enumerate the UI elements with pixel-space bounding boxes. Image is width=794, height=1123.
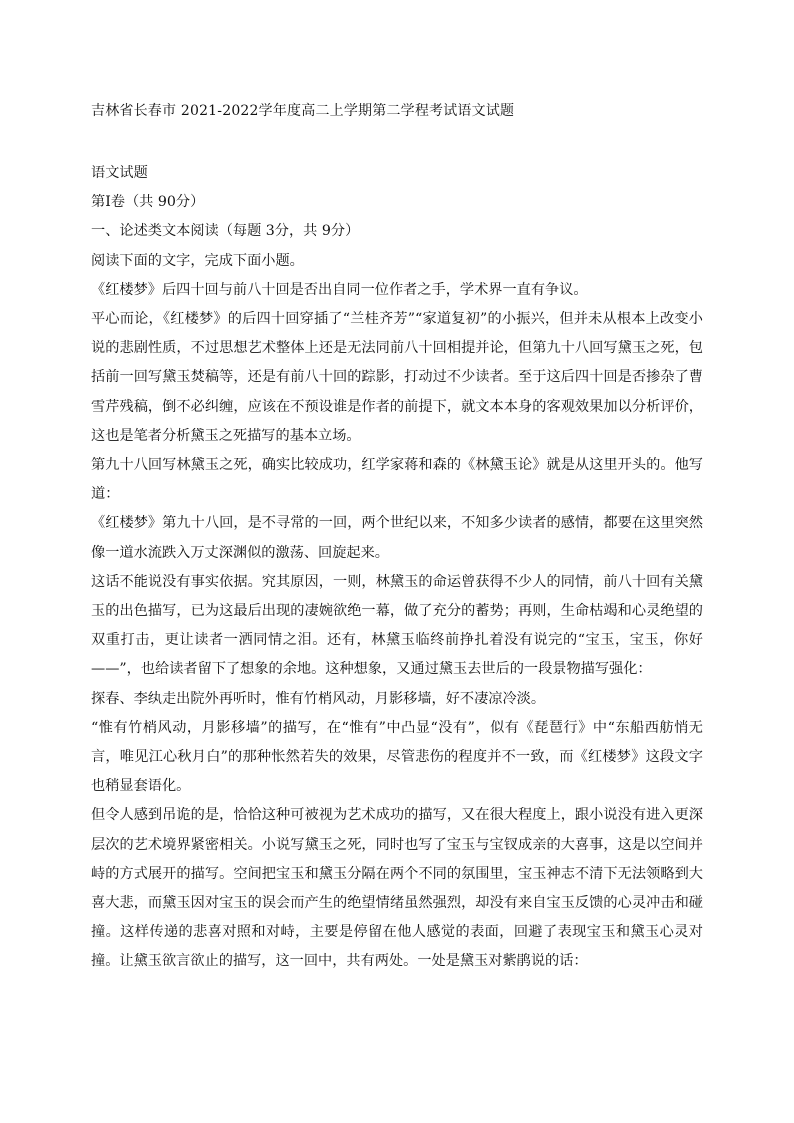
body-paragraph: “惟有竹梢风动，月影移墙”的描写，在“惟有”中凸显“没有”，似有《琵琶行》中“东船西舫悄无言，唯见江心秋月白”的那种怅然若失的效果，尽管悲伤的程度并不一致，而《红楼梦》这段文字也稍显套语化。 [91,719,703,795]
quotation-paragraph: 《红楼梦》第九十八回，是不寻常的一回，两个世纪以来，不知多少读者的感情，都要在这里突然像一道水流跌入万丈深渊似的激荡、回旋起来。 [91,515,703,561]
body-paragraph: 平心而论，《红楼梦》的后四十回穿插了“兰桂齐芳”“家道复初”的小振兴，但并未从根本上改变小说的悲剧性质，不过思想艺术整体上还是无法同前八十回相提并论，但第九十八回写黛玉之死，包括前一回写黛玉焚稿等，还是有前八十回的踪影，打动过不少读者。至于这后四十回是否掺杂了曹雪芹残稿，倒不必纠缠，应该在不预设谁是作者的前提下，就文本本身的客观效果加以分析评价，这也是笔者分析黛玉之死描写的基本立场。 [91,311,703,444]
volume-heading: 第Ⅰ卷（共 90分） [91,194,205,211]
instruction-text: 阅读下面的文字，完成下面小题。 [91,252,304,269]
body-paragraph: 这话不能说没有事实依据。究其原因，一则，林黛玉的命运曾获得不少人的同情，前八十回有关黛玉的出色描写，已为这最后出现的凄婉欲绝一幕，做了充分的蓄势；再则，生命枯竭和心灵绝望的双重打击，更让读者一洒同情之泪。还有，林黛玉临终前挣扎着没有说完的“宝玉，宝玉，你好——”，也给读者留下了想象的余地。这种想象，又通过黛玉去世后的一段景物描写强化： [91,573,703,678]
body-paragraph: 但令人感到吊诡的是，恰恰这种可被视为艺术成功的描写，又在很大程度上，跟小说没有进入更深层次的艺术境界紧密相关。小说写黛玉之死，同时也写了宝玉与宝钗成亲的大喜事，这是以空间并峙的方式展开的描写。空间把宝玉和黛玉分隔在两个不同的氛围里，宝玉神志不清下无法领略到大喜大悲，而黛玉因对宝玉的误会而产生的绝望情绪虽然强烈，却没有来自宝玉反馈的心灵冲击和碰撞。这样传递的悲喜对照和对峙，主要是停留在他人感觉的表面，回避了表现宝玉和黛玉心灵对撞。让黛玉欲言欲止的描写，这一回中，共有两处。一处是黛玉对紫鹃说的话： [91,807,703,970]
section-heading: 语文试题 [91,165,148,181]
quotation-paragraph: 探春、李纨走出院外再听时，惟有竹梢风动，月影移墙，好不凄凉冷淡。 [91,690,546,707]
body-paragraph: 第九十八回写林黛玉之死，确实比较成功，红学家蒋和森的《林黛玉论》就是从这里开头的。他写道： [91,457,703,503]
document-title: 吉林省长春市 2021-2022学年度高二上学期第二学程考试语文试题 [91,103,515,119]
question-part-heading: 一、论述类文本阅读（每题 3分，共 9分） [91,223,360,240]
body-paragraph: 《红楼梦》后四十回与前八十回是否出自同一位作者之手，学术界一直有争议。 [91,281,588,298]
document-body [91,159,703,977]
